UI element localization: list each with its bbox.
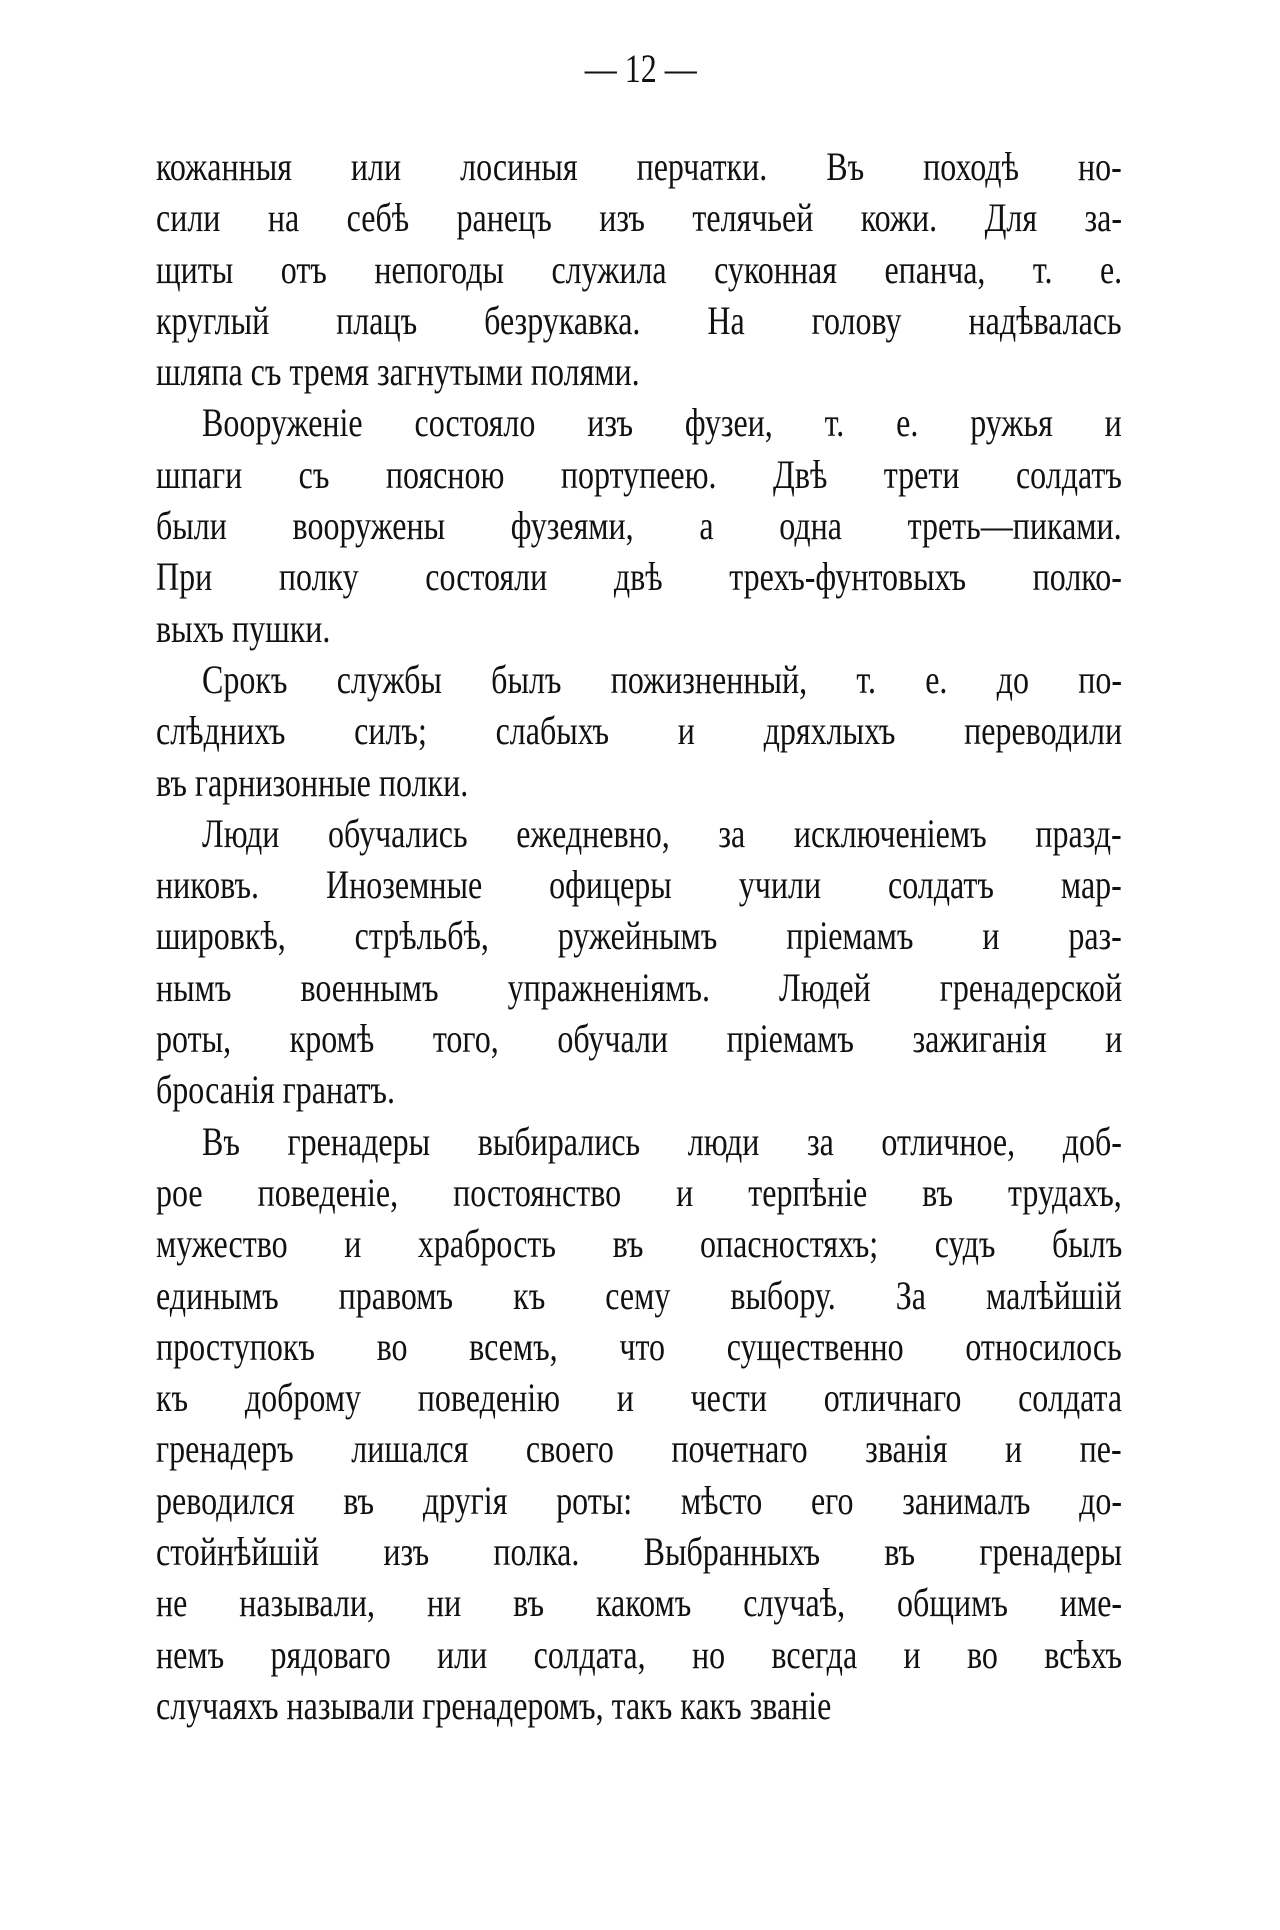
text-line xyxy=(156,1270,1122,1321)
text-line xyxy=(156,1013,1122,1064)
text-line-content: шляпа съ тремя загнутыми полями. xyxy=(156,349,640,395)
text-line xyxy=(156,1475,1122,1526)
text-line-content: шировкѣ, стрѣльбѣ, ружейнымъ прiемамъ и раз- xyxy=(156,913,1122,959)
paragraph xyxy=(156,808,1122,1116)
text-line-content: проступокъ во всемъ, что существенно относилось xyxy=(156,1323,1122,1369)
text-line-content: нымъ военнымъ упражненiямъ. Людей гренадерской xyxy=(156,964,1123,1010)
text-line-content: шпаги съ поясною портупеею. Двѣ трети солдатъ xyxy=(156,451,1122,497)
text-line xyxy=(156,1680,1122,1731)
text-line xyxy=(156,1167,1122,1218)
text-line xyxy=(156,1372,1122,1423)
text-line xyxy=(156,1218,1122,1269)
text-line xyxy=(156,295,1122,346)
text-line xyxy=(156,551,1122,602)
paragraph xyxy=(156,141,1122,397)
text-line-content: никовъ. Иноземные офицеры учили солдатъ мар- xyxy=(156,862,1122,908)
text-line-content: Срокъ службы былъ пожизненный, т. е. до по- xyxy=(202,656,1123,702)
text-line-content: Въ гренадеры выбирались люди за отличное, доб- xyxy=(202,1118,1122,1164)
text-line xyxy=(156,757,1122,808)
text-line-content: круглый плацъ безрукавка. На голову надѣвалась xyxy=(156,297,1122,343)
text-line xyxy=(156,192,1122,243)
text-line-content: случаяхъ называли гренадеромъ, такъ какъ званiе xyxy=(156,1682,832,1728)
text-line-content: немъ рядоваго или солдата, но всегда и во всѣхъ xyxy=(156,1631,1123,1677)
text-line-content: гренадеръ лишался своего почетнаго званiя и пе- xyxy=(156,1426,1122,1472)
text-line xyxy=(156,1423,1122,1474)
text-line xyxy=(156,705,1122,756)
text-line xyxy=(156,1116,1122,1167)
text-line xyxy=(156,1577,1122,1628)
text-line-content: слѣднихъ силъ; слабыхъ и дряхлыхъ переводили xyxy=(156,708,1123,754)
text-line-content: реводился въ другiя роты: мѣсто его занималъ до- xyxy=(156,1477,1123,1523)
text-line xyxy=(156,346,1122,397)
text-line-content: въ гарнизонные полки. xyxy=(156,759,469,805)
text-line-content: не называли, ни въ какомъ случаѣ, общимъ име- xyxy=(156,1580,1123,1626)
text-line xyxy=(156,1321,1122,1372)
text-line-content: При полку состояли двѣ трехъ-фунтовыхъ полко- xyxy=(156,554,1122,600)
text-line xyxy=(156,244,1122,295)
text-line xyxy=(156,500,1122,551)
text-line-content: Вооруженiе состояло изъ фузеи, т. е. ружья и xyxy=(202,400,1122,446)
text-line xyxy=(156,1064,1122,1115)
paragraph xyxy=(156,397,1122,653)
text-line-content: щиты отъ непогоды служила суконная епанча, т. е. xyxy=(156,246,1123,292)
text-line xyxy=(156,603,1122,654)
text-line-content: были вооружены фузеями, а одна треть—пиками. xyxy=(156,503,1122,549)
paragraph xyxy=(156,1116,1122,1732)
text-line xyxy=(156,449,1122,500)
text-line xyxy=(156,859,1122,910)
text-line xyxy=(156,1629,1122,1680)
text-line-content: мужество и храбрость въ опасностяхъ; судъ былъ xyxy=(156,1221,1123,1267)
text-line-content: роты, кромѣ того, обучали прiемамъ зажиганiя и xyxy=(156,1016,1123,1062)
text-line-content: къ доброму поведенiю и чести отличнаго солдата xyxy=(156,1375,1123,1421)
text-line xyxy=(156,141,1122,192)
text-line-content: стойнѣйшiй изъ полка. Выбранныхъ въ гренадеры xyxy=(156,1529,1122,1575)
text-line-content: кожанныя или лосиныя перчатки. Въ походѣ но- xyxy=(156,144,1122,189)
text-line-content: бросанiя гранатъ. xyxy=(156,1067,395,1113)
text-line-content: сили на себѣ ранецъ изъ телячьей кожи. Для за- xyxy=(156,195,1123,241)
page-number: — 12 — xyxy=(584,46,697,91)
text-line xyxy=(156,910,1122,961)
text-line xyxy=(156,1526,1122,1577)
text-line xyxy=(156,962,1122,1013)
text-line-content: единымъ правомъ къ сему выбору. За малѣйшiй xyxy=(156,1272,1122,1318)
text-line-content: Люди обучались ежедневно, за исключенiемъ празд- xyxy=(202,810,1122,856)
body-text xyxy=(156,141,1122,1731)
text-line-content: выхъ пушки. xyxy=(156,605,331,651)
text-line xyxy=(156,654,1122,705)
paragraph xyxy=(156,654,1122,808)
text-line-content: рое поведенiе, постоянство и терпѣнiе въ трудахъ, xyxy=(156,1169,1122,1215)
text-line xyxy=(156,397,1122,448)
text-line xyxy=(156,808,1122,859)
